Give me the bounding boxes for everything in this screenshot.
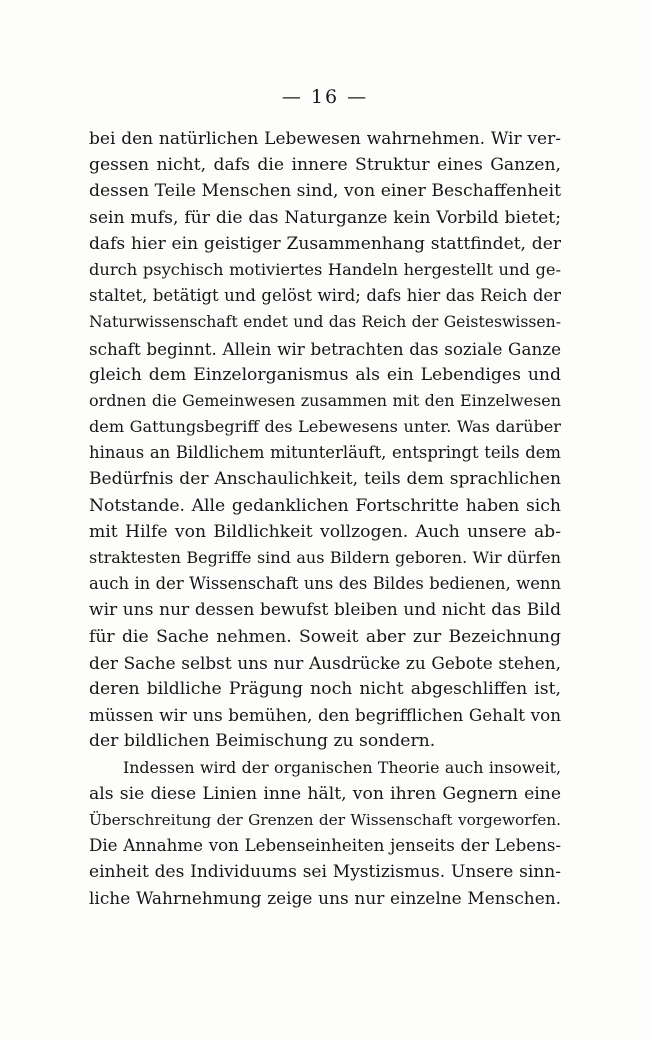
text-line: der Sache selbst uns nur Ausdrücke zu Gebote stehen, [89,652,561,673]
text-line: dafs hier ein geistiger Zusammenhang stattfindet, der [89,233,561,254]
text-line: wir uns nur dessen bewufst bleiben und nicht das Bild [89,600,561,621]
text-line: dessen Teile Menschen sind, von einer Beschaffenheit [89,181,561,202]
body-text [89,126,561,912]
text-line: straktesten Begriffe sind aus Bildern geboren. Wir dürfen [89,548,561,567]
text-line: als sie diese Linien inne hält, von ihren Gegnern eine [89,783,561,804]
text-line: gleich dem Einzelorganismus als ein Lebendiges und [89,364,561,385]
paragraph-1 [89,126,561,755]
text-line: Bedürfnis der Anschaulichkeit, teils dem sprachlichen [89,469,561,490]
text-line: Die Annahme von Lebenseinheiten jenseits der Lebens- [89,836,561,856]
text-line: Überschreitung der Grenzen der Wissenschaft vorgeworfen. [89,810,561,829]
text-line: Naturwissenschaft endet und das Reich der Geisteswissen- [89,312,561,332]
text-line: schaft beginnt. Allein wir betrachten das soziale Ganze [89,338,561,359]
text-line: Notstande. Alle gedanklichen Fortschritte haben sich [89,495,561,516]
text-line: für die Sache nehmen. Soweit aber zur Bezeichnung [89,626,561,647]
text-line: bei den natürlichen Lebewesen wahrnehmen. Wir ver- [89,129,561,149]
text-line: müssen wir uns bemühen, den begrifflichen Gehalt von [89,705,561,726]
text-line: mit Hilfe von Bildlichkeit vollzogen. Auch unsere ab- [89,521,561,542]
text-line: sein mufs, für die das Naturganze kein Vorbild bietet; [89,207,561,228]
text-line: dem Gattungsbegriff des Lebewesens unter. Was darüber [89,417,561,437]
text-line: durch psychisch motiviertes Handeln hergestellt und ge- [89,259,561,279]
text-line: gessen nicht, dafs die innere Struktur eines Ganzen, [89,155,561,176]
text-line: deren bildliche Prägung noch nicht abgeschliffen ist, [89,678,561,699]
text-line: der bildlichen Beimischung zu sondern. [89,731,436,752]
text-line: auch in der Wissenschaft uns des Bildes bedienen, wenn [89,574,561,594]
text-line: staltet, betätigt und gelöst wird; dafs hier das Reich der [89,286,561,306]
text-line: liche Wahrnehmung zeige uns nur einzelne Menschen. [89,888,561,909]
text-line: einheit des Individuums sei Mystizismus. Unsere sinn- [89,862,561,883]
text-line: hinaus an Bildlichem mitunterläuft, entspringt teils dem [89,443,561,463]
text-line: ordnen die Gemeinwesen zusammen mit den Einzelwesen [89,390,561,410]
paragraph-2 [89,755,561,912]
text-line: Indessen wird der organischen Theorie auch insoweit, [123,757,561,777]
page-number: — 16 — [281,86,369,108]
